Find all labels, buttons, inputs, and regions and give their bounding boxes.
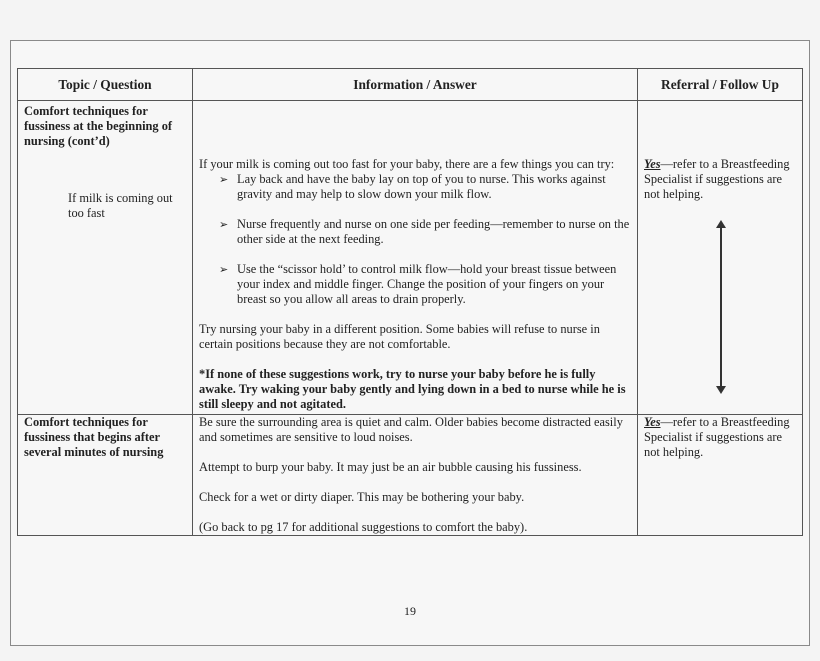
- page-number: 19: [404, 604, 416, 618]
- referral-yes: Yes: [644, 415, 661, 429]
- topic-cell: [18, 415, 193, 536]
- tips-list: [199, 172, 631, 307]
- bold-note: *If none of these suggestions work, try to nurse your baby before he is fully awake. Try waking your baby gently and lying down in a bed to nurse while he is still sleepy and not agitated.: [199, 367, 626, 411]
- info-cell: [193, 101, 638, 415]
- info-paragraph: Try nursing your baby in a different position. Some babies will refuse to nurse in certain positions because they are not comfortable.: [199, 322, 600, 351]
- topic-title: Comfort techniques for fussiness at the beginning of nursing (cont’d): [24, 104, 173, 148]
- info-paragraph: Check for a wet or dirty diaper. This may be bothering your baby.: [199, 490, 525, 504]
- info-paragraph: Be sure the surrounding area is quiet and calm. Older babies become distracted easily and sometimes are sensitive to loud noises.: [199, 415, 623, 444]
- info-paragraph: Attempt to burp your baby. It may just be an air bubble causing his fussiness.: [199, 460, 582, 474]
- topic-title: Comfort techniques for fussiness that begins after several minutes of nursing: [24, 415, 164, 459]
- referral-text: —refer to a Breastfeeding Specialist if suggestions are not helping.: [644, 157, 790, 201]
- table-header-row: [18, 69, 803, 101]
- table-row: [18, 415, 803, 536]
- header-referral: Referral / Follow Up: [638, 69, 803, 101]
- info-intro: If your milk is coming out too fast for your baby, there are a few things you can try:: [199, 157, 615, 171]
- referral-text-block: [644, 415, 796, 460]
- referral-cell: [638, 415, 803, 536]
- arrow-line: [720, 226, 722, 390]
- referral-cell: [638, 101, 803, 415]
- header-topic: Topic / Question: [18, 69, 193, 101]
- list-item: ➢ Lay back and have the baby lay on top of you to nurse. This works against gravity and may help to slow down your milk flow.: [219, 172, 631, 202]
- info-cell: [193, 415, 638, 536]
- arrow-down-icon: [716, 386, 726, 394]
- table-row: [18, 101, 803, 415]
- referral-yes: Yes: [644, 157, 661, 171]
- list-item: ➢ Nurse frequently and nurse on one side per feeding—remember to nurse on the other side at the next feeding.: [219, 217, 631, 247]
- list-item: ➢ Use the “scissor hold’ to control milk flow—hold your breast tissue between your index and middle finger. Change the position of your fingers on your breast so you allow all areas to drain properly.: [219, 262, 631, 307]
- sub-topic: If milk is coming out too fast: [68, 191, 173, 220]
- topic-cell: [18, 101, 193, 415]
- info-paragraph: (Go back to pg 17 for additional suggestions to comfort the baby).: [199, 520, 528, 534]
- qa-table: [17, 68, 803, 536]
- referral-text-block: [644, 157, 796, 202]
- referral-text: —refer to a Breastfeeding Specialist if suggestions are not helping.: [644, 415, 790, 459]
- double-arrow-icon: [644, 220, 796, 406]
- header-information: Information / Answer: [193, 69, 638, 101]
